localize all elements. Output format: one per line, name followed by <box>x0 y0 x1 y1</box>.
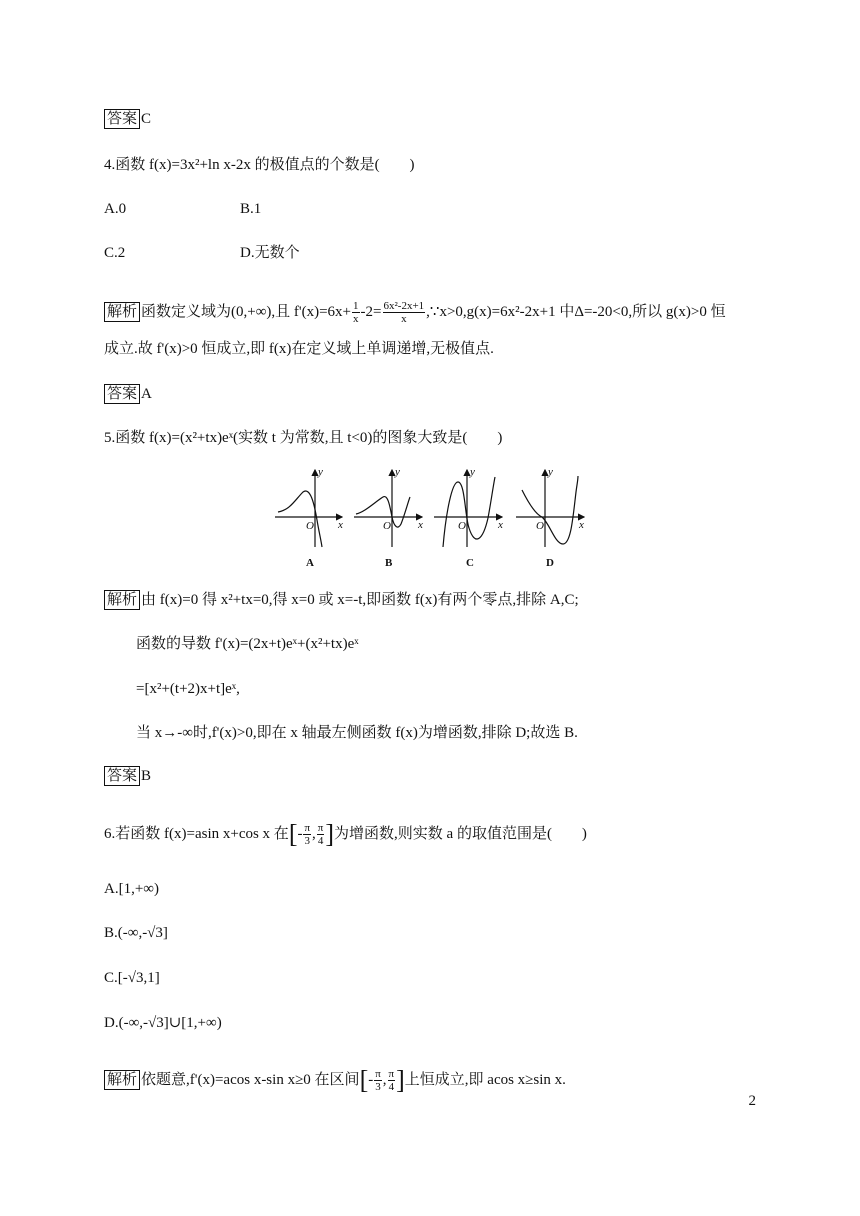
q4-answer-line <box>104 384 152 404</box>
q5-answer-line <box>104 766 151 786</box>
graph-b-y-label: y <box>395 466 400 478</box>
q5-stem: 5.函数 f(x)=(x²+tx)eˣ(实数 t 为常数,且 t<0)的图象大致是( ) <box>104 430 503 446</box>
analysis-label: 解析 <box>104 1070 140 1090</box>
analysis-label: 解析 <box>104 302 140 322</box>
graph-c-origin: O <box>458 520 466 532</box>
q4-analysis-line2: 成立.故 f'(x)>0 恒成立,即 f(x)在定义域上单调递增,无极值点. <box>104 341 494 357</box>
pi-num: π <box>375 1068 381 1080</box>
q5-graph-figure <box>270 462 590 572</box>
right-bracket: ] <box>325 819 335 849</box>
q4-option-a: A.0 <box>104 201 127 217</box>
graph-a-label: A <box>306 557 314 569</box>
interval-comma: , <box>312 825 316 842</box>
q4-frac2-num: 6x²-2x+1 <box>383 300 425 312</box>
q5-analysis-line2: 函数的导数 f'(x)=(2x+t)eˣ+(x²+tx)eˣ <box>136 636 359 652</box>
q4-analysis-line1 <box>104 300 726 325</box>
q4-fraction-2 <box>383 300 426 325</box>
den-left: 3 <box>375 1081 381 1093</box>
graph-d-label: D <box>546 557 554 569</box>
graph-a <box>275 470 342 547</box>
graph-c-x-label: x <box>498 519 503 531</box>
q4-option-d: D.无数个 <box>240 245 300 261</box>
graph-d-y-label: y <box>548 466 553 478</box>
q5-analysis-line3: =[x²+(t+2)x+t]eˣ, <box>136 681 240 697</box>
graph-b-label: B <box>385 557 393 569</box>
q3-answer: C <box>141 111 152 127</box>
graph-d <box>516 470 584 547</box>
graph-d-x-label: x <box>579 519 584 531</box>
den-right: 4 <box>317 835 324 847</box>
q4-analysis-text-b: -2= <box>360 303 382 320</box>
q6-analysis-text-b: 上恒成立,即 acos x≥sin x. <box>404 1071 566 1088</box>
q4-option-b: B.1 <box>240 201 262 217</box>
graph-a-x-label: x <box>338 519 343 531</box>
answer-label: 答案 <box>104 766 140 786</box>
q4-frac1-num: 1 <box>353 300 359 312</box>
answer-label: 答案 <box>104 109 140 129</box>
q4-stem: 4.函数 f(x)=3x²+ln x-2x 的极值点的个数是( ) <box>104 157 415 173</box>
q4-option-c: C.2 <box>104 245 126 261</box>
q6-option-c: C.[-√3,1] <box>104 970 160 986</box>
q6-analysis-frac-right <box>388 1068 396 1093</box>
q5-answer: B <box>141 768 152 784</box>
q6-frac-left <box>303 822 311 847</box>
left-bracket: [ <box>288 819 298 849</box>
page-number: 2 <box>748 1093 756 1109</box>
q3-answer-line <box>104 109 151 129</box>
graph-c-label: C <box>466 557 474 569</box>
q6-analysis-text-a: 依题意,f'(x)=acos x-sin x≥0 在区间 <box>141 1071 360 1088</box>
pi-num: π <box>304 822 311 834</box>
graph-a-origin: O <box>306 520 314 532</box>
q4-analysis-text-c: ,∵x>0,g(x)=6x²-2x+1 中Δ=-20<0,所以 g(x)>0 恒 <box>426 303 726 320</box>
graph-a-y-label: y <box>318 466 323 478</box>
den-right: 4 <box>388 1081 395 1093</box>
answer-label: 答案 <box>104 384 140 404</box>
graph-c <box>434 470 502 547</box>
graph-c-y-label: y <box>470 466 475 478</box>
analysis-label: 解析 <box>104 590 140 610</box>
interval-minus: - <box>368 1071 374 1088</box>
graph-b-x-label: x <box>418 519 423 531</box>
q6-stem-text-b: 为增函数,则实数 a 的取值范围是( ) <box>334 825 587 842</box>
q5-analysis-line1 <box>104 590 579 610</box>
interval-minus: - <box>297 825 303 842</box>
graph-b-origin: O <box>383 520 391 532</box>
q4-frac2-den: x <box>401 313 407 325</box>
q6-stem-text-a: 6.若函数 f(x)=asin x+cos x 在 <box>104 825 289 842</box>
q5-analysis-line4: 当 x→-∞时,f'(x)>0,即在 x 轴最左侧函数 f(x)为增函数,排除 D;故选 B. <box>136 725 578 741</box>
right-bracket: ] <box>396 1065 405 1095</box>
q4-fraction-1 <box>352 300 360 325</box>
q4-frac1-den: x <box>353 313 359 325</box>
q6-analysis-frac-left <box>374 1068 382 1093</box>
q4-answer: A <box>141 386 152 402</box>
den-left: 3 <box>304 835 311 847</box>
pi-num: π <box>388 1068 395 1080</box>
q4-analysis-text-a: 函数定义域为(0,+∞),且 f'(x)=6x+ <box>141 303 352 320</box>
pi-num: π <box>317 822 324 834</box>
q6-option-b: B.(-∞,-√3] <box>104 925 168 941</box>
graph-d-origin: O <box>536 520 544 532</box>
q5-analysis-text-1: 由 f(x)=0 得 x²+tx=0,得 x=0 或 x=-t,即函数 f(x)有两个零点,排除 A,C; <box>141 592 579 608</box>
left-bracket: [ <box>359 1065 369 1095</box>
q6-frac-right <box>317 822 325 847</box>
q6-stem <box>104 819 587 849</box>
q6-analysis-line <box>104 1065 566 1095</box>
q6-option-a: A.[1,+∞) <box>104 881 159 897</box>
interval-comma: , <box>382 1071 387 1088</box>
graph-b <box>354 470 422 547</box>
q6-option-d: D.(-∞,-√3]∪[1,+∞) <box>104 1015 222 1031</box>
